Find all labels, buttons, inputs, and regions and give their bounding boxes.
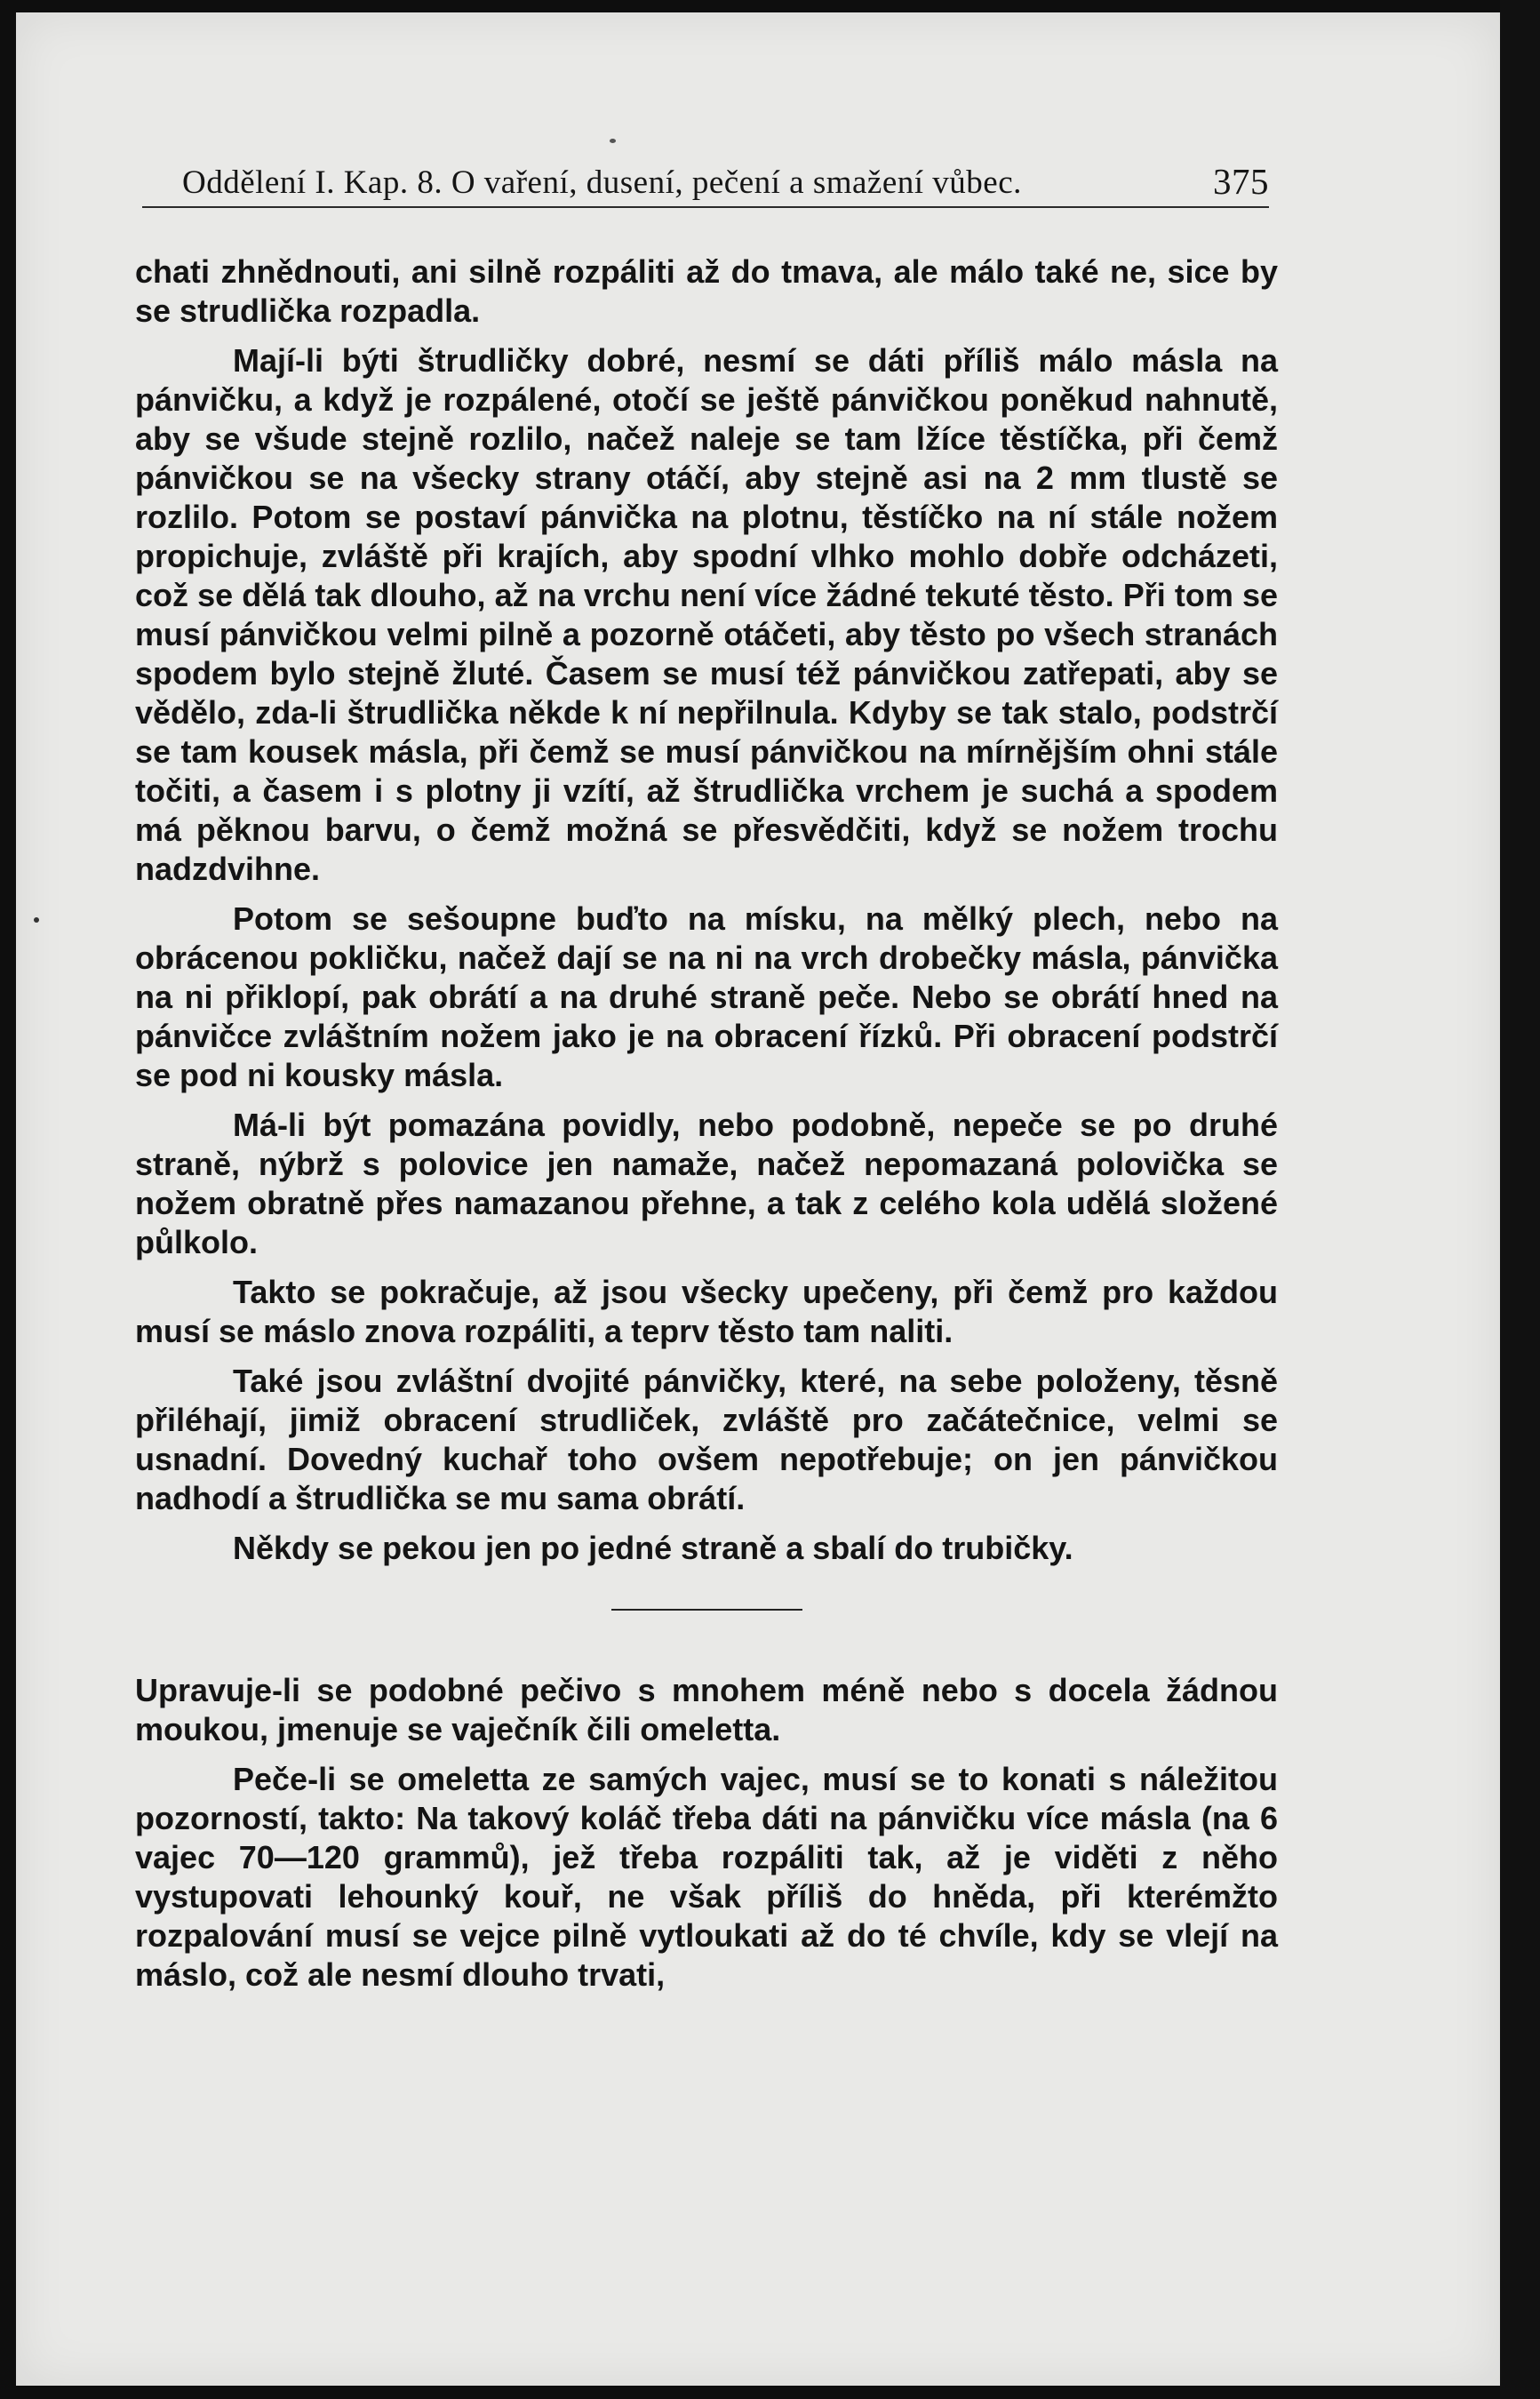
running-title: Oddělení I. Kap. 8. O vaření, dusení, pečení a smažení vůbec. bbox=[182, 164, 1022, 201]
body-text bbox=[135, 252, 1278, 2005]
paragraph: Někdy se pekou jen po jedné straně a sbalí do trubičky. bbox=[233, 1530, 1073, 1566]
page-number: 375 bbox=[1213, 161, 1269, 202]
header-rule bbox=[142, 206, 1269, 208]
paragraph: Mají-li býti štrudličky dobré, nesmí se dáti příliš málo másla na pánvičku, a když je rozpálené, otočí se ještě pánvičkou poněkud nahnutě, aby se všude stejně rozlilo, načež naleje se tam lžíce těstíčka, při čemž pánvičkou se na všecky strany otáčí, aby stejně asi na 2 mm tlustě se rozlilo. Potom se postaví pánvička na plotnu, těstíčko na ní stále nožem propichuje, zvláště při krajích, aby spodní vlhko mohlo dobře odcházeti, což se dělá tak dlouho, až na vrchu není více žádné tekuté těsto. Při tom se musí pánvičkou velmi pilně a pozorně otáčeti, aby těsto po všech stranách spodem bylo stejně žluté. Časem se musí též pánvičkou zatřepati, aby se vědělo, zda-li štrudlička někde k ní nepřilnula. Kdyby se tak stalo, podstrčí se tam kousek másla, při čemž se musí pánvičkou na mírnějším ohni stále točiti, a časem i s plotny ji vzítí, až štrudlička vrchem je suchá a spodem má pěknou barvu, o čemž možná se přesvědčiti, když se nožem trochu nadzdvihne. bbox=[135, 342, 1278, 887]
margin-dot bbox=[34, 917, 39, 923]
section-divider bbox=[611, 1609, 802, 1611]
page-header bbox=[142, 156, 1269, 206]
paragraph: Má-li být pomazána povidly, nebo podobně, nepeče se po druhé straně, nýbrž s polovice jen namaže, načež nepomazaná polovička se nožem obratně přes namazanou přehne, a tak z celého kola udělá složené půlkolo. bbox=[135, 1107, 1278, 1260]
paragraph: Také jsou zvláštní dvojité pánvičky, které, na sebe položeny, těsně přiléhají, jimiž obracení strudliček, zvláště pro začátečnice, velmi se usnadní. Dovedný kuchař toho ovšem nepotřebuje; on jen pánvičkou nadhodí a štrudlička se mu sama obrátí. bbox=[135, 1363, 1278, 1516]
paragraph: Upravuje-li se podobné pečivo s mnohem méně nebo s docela žádnou moukou, jmenuje se vaječník čili omeletta. bbox=[135, 1672, 1278, 1747]
scan-border bbox=[1500, 0, 1540, 2399]
paragraph: Takto se pokračuje, až jsou všecky upečeny, při čemž pro každou musí se máslo znova rozpáliti, a teprv těsto tam naliti. bbox=[135, 1274, 1278, 1349]
paragraph: Potom se sešoupne buďto na mísku, na mělký plech, nebo na obrácenou pokličku, načež dají se na ni na vrch drobečky másla, pánvička na ni přiklopí, pak obrátí a na druhé straně peče. Nebo se obrátí hned na pánvičce zvláštním nožem jako je na obracení řízků. Při obracení podstrčí se pod ni kousky másla. bbox=[135, 900, 1278, 1093]
print-speck bbox=[610, 139, 616, 143]
paragraph: Peče-li se omeletta ze samých vajec, musí se to konati s náležitou pozorností, takto: Na takový koláč třeba dáti na pánvičku více másla (na 6 vajec 70—120 grammů), jež třeba rozpáliti tak, až je viděti z něho vystupovati lehounký kouř, ne však příliš do hněda, při kterémžto rozpalování musí se vejce pilně vytloukati až do té chvíle, kdy se vlejí na máslo, což ale nesmí dlouho trvati, bbox=[135, 1761, 1278, 1993]
paragraph: chati zhnědnouti, ani silně rozpáliti až do tmava, ale málo také ne, sice by se strudlička rozpadla. bbox=[135, 253, 1278, 329]
